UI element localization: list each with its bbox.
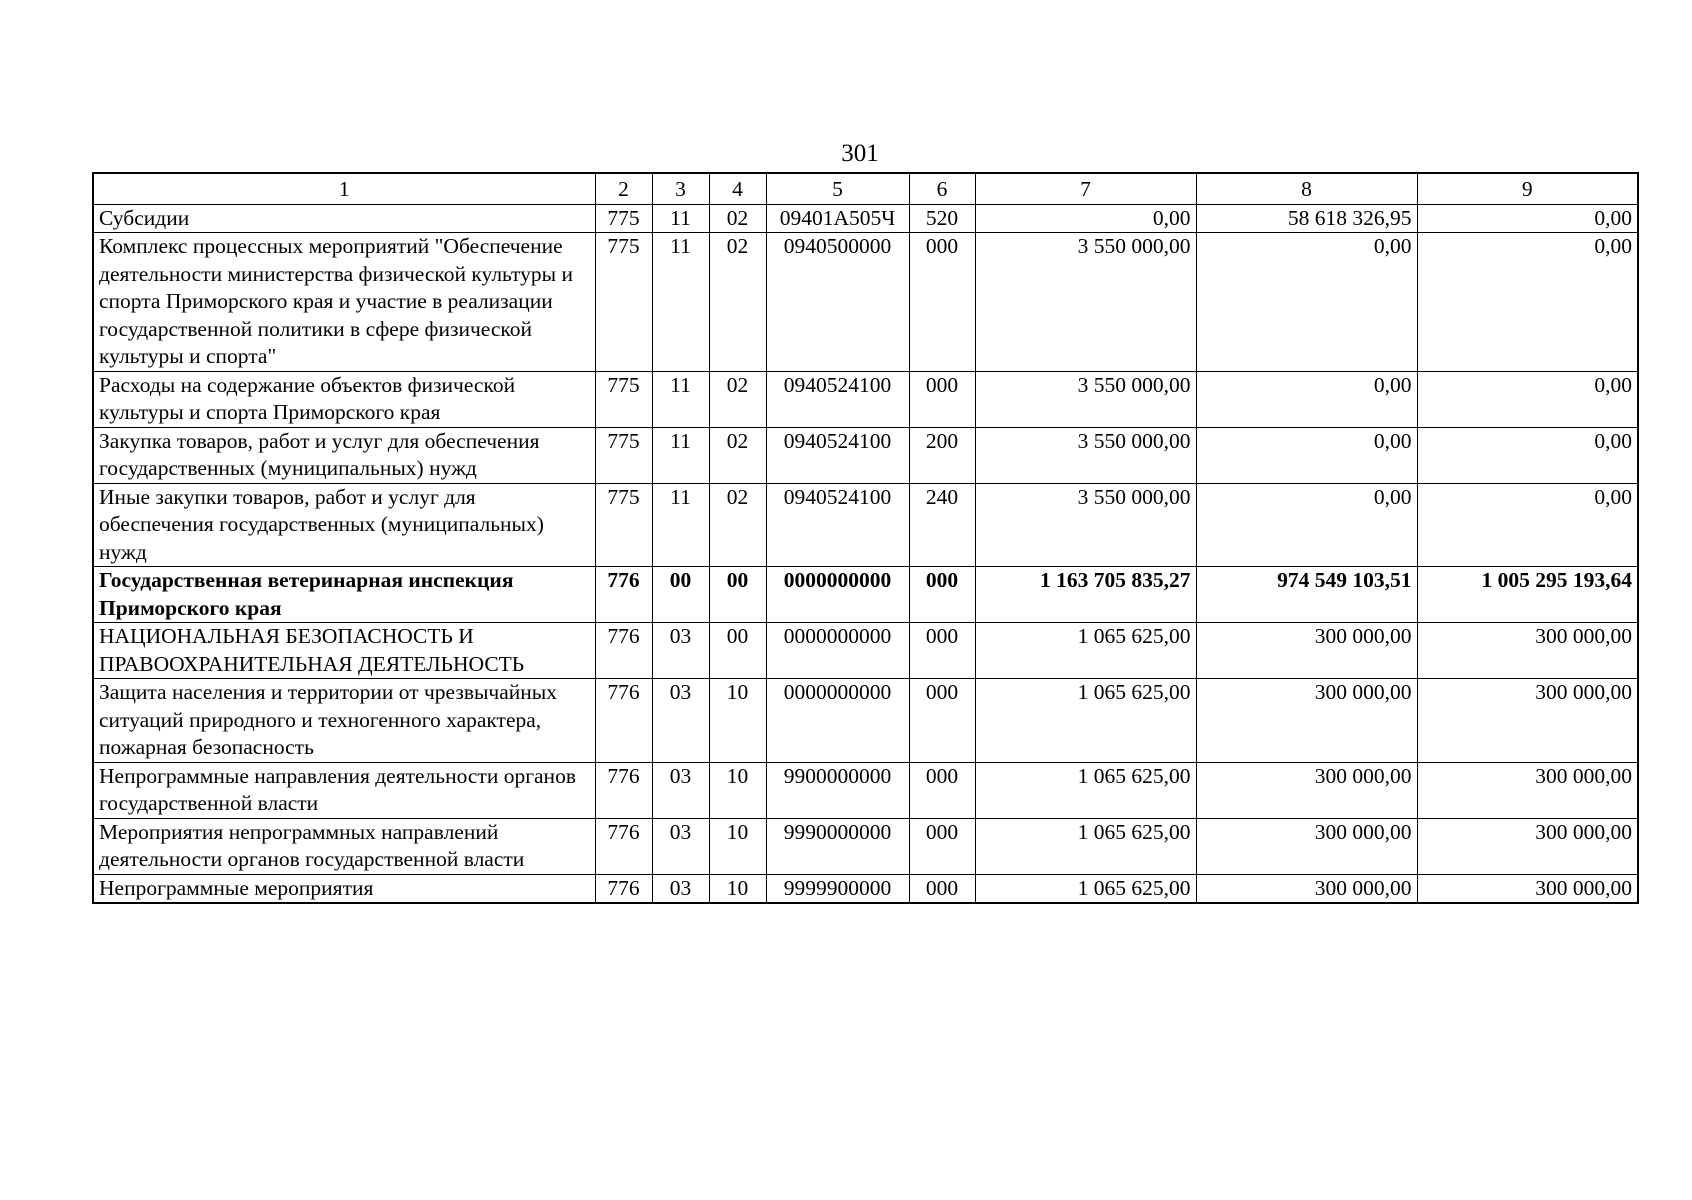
amount-col7: 0,00 bbox=[975, 204, 1196, 233]
row-name: Непрограммные мероприятия bbox=[93, 874, 595, 903]
row-name: Закупка товаров, работ и услуг для обеспечения государственных (муниципальных) нужд bbox=[93, 427, 595, 483]
code-section: 11 bbox=[652, 204, 709, 233]
code-expense-type: 000 bbox=[909, 371, 975, 427]
amount-col8: 300 000,00 bbox=[1196, 762, 1417, 818]
code-admin: 776 bbox=[595, 679, 652, 763]
table-header-row bbox=[93, 173, 1638, 204]
amount-col7: 1 065 625,00 bbox=[975, 679, 1196, 763]
amount-col9: 0,00 bbox=[1417, 427, 1638, 483]
code-admin: 775 bbox=[595, 483, 652, 567]
code-section: 11 bbox=[652, 483, 709, 567]
column-header: 5 bbox=[766, 173, 909, 204]
code-section: 03 bbox=[652, 623, 709, 679]
amount-col8: 300 000,00 bbox=[1196, 874, 1417, 903]
code-subsection: 10 bbox=[709, 679, 766, 763]
amount-col9: 0,00 bbox=[1417, 204, 1638, 233]
code-admin: 776 bbox=[595, 874, 652, 903]
table-row bbox=[93, 874, 1638, 903]
amount-col7: 3 550 000,00 bbox=[975, 483, 1196, 567]
code-target: 0940500000 bbox=[766, 233, 909, 372]
code-subsection: 10 bbox=[709, 874, 766, 903]
amount-col8: 300 000,00 bbox=[1196, 623, 1417, 679]
row-name: Государственная ветеринарная инспекция Приморского края bbox=[93, 567, 595, 623]
table-row bbox=[93, 427, 1638, 483]
code-expense-type: 000 bbox=[909, 623, 975, 679]
row-name: Субсидии bbox=[93, 204, 595, 233]
column-header: 8 bbox=[1196, 173, 1417, 204]
code-target: 9999900000 bbox=[766, 874, 909, 903]
amount-col7: 1 065 625,00 bbox=[975, 762, 1196, 818]
table-row bbox=[93, 483, 1638, 567]
amount-col9: 0,00 bbox=[1417, 371, 1638, 427]
row-name: Мероприятия непрограммных направлений деятельности органов государственной власти bbox=[93, 818, 595, 874]
code-section: 03 bbox=[652, 874, 709, 903]
code-section: 03 bbox=[652, 762, 709, 818]
row-name: НАЦИОНАЛЬНАЯ БЕЗОПАСНОСТЬ И ПРАВООХРАНИТЕЛЬНАЯ ДЕЯТЕЛЬНОСТЬ bbox=[93, 623, 595, 679]
row-name: Расходы на содержание объектов физической культуры и спорта Приморского края bbox=[93, 371, 595, 427]
table-row bbox=[93, 623, 1638, 679]
code-subsection: 02 bbox=[709, 483, 766, 567]
code-expense-type: 000 bbox=[909, 818, 975, 874]
row-name: Защита населения и территории от чрезвычайных ситуаций природного и техногенного характера, пожарная безопасность bbox=[93, 679, 595, 763]
code-target: 0940524100 bbox=[766, 427, 909, 483]
budget-table bbox=[92, 172, 1639, 904]
amount-col8: 0,00 bbox=[1196, 483, 1417, 567]
column-header: 6 bbox=[909, 173, 975, 204]
code-target: 0940524100 bbox=[766, 371, 909, 427]
amount-col9: 300 000,00 bbox=[1417, 874, 1638, 903]
code-subsection: 00 bbox=[709, 623, 766, 679]
code-subsection: 02 bbox=[709, 204, 766, 233]
row-name: Непрограммные направления деятельности органов государственной власти bbox=[93, 762, 595, 818]
code-section: 00 bbox=[652, 567, 709, 623]
row-name: Комплекс процессных мероприятий "Обеспечение деятельности министерства физической культуры и спорта Приморского края и участие в реализации государственной политики в сфере физической культуры и спорта" bbox=[93, 233, 595, 372]
code-expense-type: 520 bbox=[909, 204, 975, 233]
code-subsection: 00 bbox=[709, 567, 766, 623]
column-header: 9 bbox=[1417, 173, 1638, 204]
table-row bbox=[93, 762, 1638, 818]
code-target: 9990000000 bbox=[766, 818, 909, 874]
code-expense-type: 240 bbox=[909, 483, 975, 567]
table-row bbox=[93, 567, 1638, 623]
code-section: 11 bbox=[652, 427, 709, 483]
code-target: 0940524100 bbox=[766, 483, 909, 567]
table-row bbox=[93, 371, 1638, 427]
amount-col7: 3 550 000,00 bbox=[975, 371, 1196, 427]
amount-col9: 300 000,00 bbox=[1417, 679, 1638, 763]
amount-col7: 3 550 000,00 bbox=[975, 427, 1196, 483]
table-row bbox=[93, 233, 1638, 372]
code-expense-type: 000 bbox=[909, 567, 975, 623]
column-header: 1 bbox=[93, 173, 595, 204]
column-header: 3 bbox=[652, 173, 709, 204]
code-section: 11 bbox=[652, 233, 709, 372]
row-name: Иные закупки товаров, работ и услуг для обеспечения государственных (муниципальных) нужд bbox=[93, 483, 595, 567]
amount-col9: 300 000,00 bbox=[1417, 818, 1638, 874]
amount-col9: 1 005 295 193,64 bbox=[1417, 567, 1638, 623]
code-expense-type: 000 bbox=[909, 762, 975, 818]
code-section: 03 bbox=[652, 818, 709, 874]
code-subsection: 02 bbox=[709, 233, 766, 372]
amount-col8: 974 549 103,51 bbox=[1196, 567, 1417, 623]
code-admin: 776 bbox=[595, 567, 652, 623]
code-expense-type: 000 bbox=[909, 233, 975, 372]
column-header: 7 bbox=[975, 173, 1196, 204]
amount-col9: 0,00 bbox=[1417, 233, 1638, 372]
amount-col9: 300 000,00 bbox=[1417, 623, 1638, 679]
table-row bbox=[93, 679, 1638, 763]
code-subsection: 10 bbox=[709, 818, 766, 874]
column-header: 4 bbox=[709, 173, 766, 204]
code-target: 9900000000 bbox=[766, 762, 909, 818]
amount-col8: 0,00 bbox=[1196, 427, 1417, 483]
table-row bbox=[93, 818, 1638, 874]
code-admin: 775 bbox=[595, 427, 652, 483]
page-number: 301 bbox=[841, 140, 879, 167]
amount-col7: 1 163 705 835,27 bbox=[975, 567, 1196, 623]
column-header: 2 bbox=[595, 173, 652, 204]
code-admin: 776 bbox=[595, 762, 652, 818]
code-subsection: 10 bbox=[709, 762, 766, 818]
code-admin: 775 bbox=[595, 233, 652, 372]
amount-col8: 300 000,00 bbox=[1196, 818, 1417, 874]
amount-col9: 300 000,00 bbox=[1417, 762, 1638, 818]
code-target: 0000000000 bbox=[766, 623, 909, 679]
code-admin: 775 bbox=[595, 204, 652, 233]
code-expense-type: 000 bbox=[909, 874, 975, 903]
amount-col8: 0,00 bbox=[1196, 371, 1417, 427]
code-target: 09401А505Ч bbox=[766, 204, 909, 233]
code-subsection: 02 bbox=[709, 371, 766, 427]
code-target: 0000000000 bbox=[766, 567, 909, 623]
amount-col7: 3 550 000,00 bbox=[975, 233, 1196, 372]
code-section: 03 bbox=[652, 679, 709, 763]
table-row bbox=[93, 204, 1638, 233]
amount-col7: 1 065 625,00 bbox=[975, 818, 1196, 874]
code-expense-type: 200 bbox=[909, 427, 975, 483]
amount-col9: 0,00 bbox=[1417, 483, 1638, 567]
amount-col7: 1 065 625,00 bbox=[975, 623, 1196, 679]
code-expense-type: 000 bbox=[909, 679, 975, 763]
amount-col8: 0,00 bbox=[1196, 233, 1417, 372]
code-target: 0000000000 bbox=[766, 679, 909, 763]
amount-col8: 58 618 326,95 bbox=[1196, 204, 1417, 233]
code-subsection: 02 bbox=[709, 427, 766, 483]
amount-col8: 300 000,00 bbox=[1196, 679, 1417, 763]
amount-col7: 1 065 625,00 bbox=[975, 874, 1196, 903]
code-admin: 776 bbox=[595, 623, 652, 679]
code-admin: 776 bbox=[595, 818, 652, 874]
code-admin: 775 bbox=[595, 371, 652, 427]
code-section: 11 bbox=[652, 371, 709, 427]
